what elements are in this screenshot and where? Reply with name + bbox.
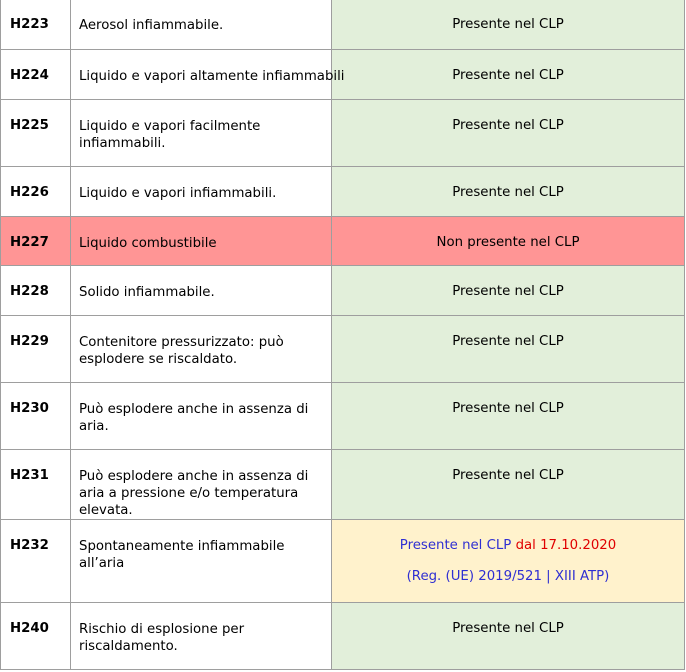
table-row bbox=[1, 50, 685, 100]
hazard-description: Liquido combustibile bbox=[71, 217, 332, 266]
table-row bbox=[1, 520, 685, 603]
table-row bbox=[1, 450, 685, 520]
table-row bbox=[1, 167, 685, 217]
clp-status: Presente nel CLP bbox=[332, 50, 685, 100]
hazard-code: H228 bbox=[1, 266, 71, 316]
clp-status: Presente nel CLP bbox=[332, 383, 685, 450]
hazard-code: H227 bbox=[1, 217, 71, 266]
hazard-description: Liquido e vapori infiammabili. bbox=[71, 167, 332, 217]
hazard-description: Liquido e vapori facilmente infiammabili. bbox=[71, 100, 332, 167]
hazard-code: H240 bbox=[1, 603, 71, 670]
clp-status: Presente nel CLP bbox=[332, 316, 685, 383]
hazard-code: H231 bbox=[1, 450, 71, 520]
hazard-description: Rischio di esplosione per riscaldamento. bbox=[71, 603, 332, 670]
hazard-description: Solido infiammabile. bbox=[71, 266, 332, 316]
hazard-code: H230 bbox=[1, 383, 71, 450]
table-row bbox=[1, 316, 685, 383]
hazard-code: H224 bbox=[1, 50, 71, 100]
hazard-description: Contenitore pressurizzato: può esplodere se riscaldato. bbox=[71, 316, 332, 383]
hazard-code: H226 bbox=[1, 167, 71, 217]
table-row bbox=[1, 383, 685, 450]
table-row bbox=[1, 266, 685, 316]
hazard-description: Può esplodere anche in assenza di aria. bbox=[71, 383, 332, 450]
table-row bbox=[1, 0, 685, 50]
clp-status bbox=[332, 520, 685, 603]
clp-status: Presente nel CLP bbox=[332, 0, 685, 50]
clp-status: Presente nel CLP bbox=[332, 450, 685, 520]
hazard-code: H225 bbox=[1, 100, 71, 167]
hazard-code: H232 bbox=[1, 520, 71, 603]
clp-status-regulation: (Reg. (UE) 2019/521 | XIII ATP) bbox=[406, 569, 610, 584]
table-row bbox=[1, 217, 685, 266]
clp-status: Presente nel CLP bbox=[332, 100, 685, 167]
clp-status: Presente nel CLP bbox=[332, 603, 685, 670]
table-row bbox=[1, 603, 685, 670]
clp-status-date: dal 17.10.2020 bbox=[515, 538, 617, 553]
hazard-code: H223 bbox=[1, 0, 71, 50]
hazard-description: Spontaneamente infiammabile all’aria bbox=[71, 520, 332, 603]
clp-status: Non presente nel CLP bbox=[332, 217, 685, 266]
hazard-description: Liquido e vapori altamente infiammabili bbox=[71, 50, 332, 100]
table-row bbox=[1, 100, 685, 167]
hazard-description: Può esplodere anche in assenza di aria a pressione e/o temperatura elevata. bbox=[71, 450, 332, 520]
clp-status: Presente nel CLP bbox=[332, 167, 685, 217]
clp-status-present: Presente nel CLP bbox=[399, 538, 512, 553]
clp-status: Presente nel CLP bbox=[332, 266, 685, 316]
hazard-code: H229 bbox=[1, 316, 71, 383]
hazard-description: Aerosol infiammabile. bbox=[71, 0, 332, 50]
